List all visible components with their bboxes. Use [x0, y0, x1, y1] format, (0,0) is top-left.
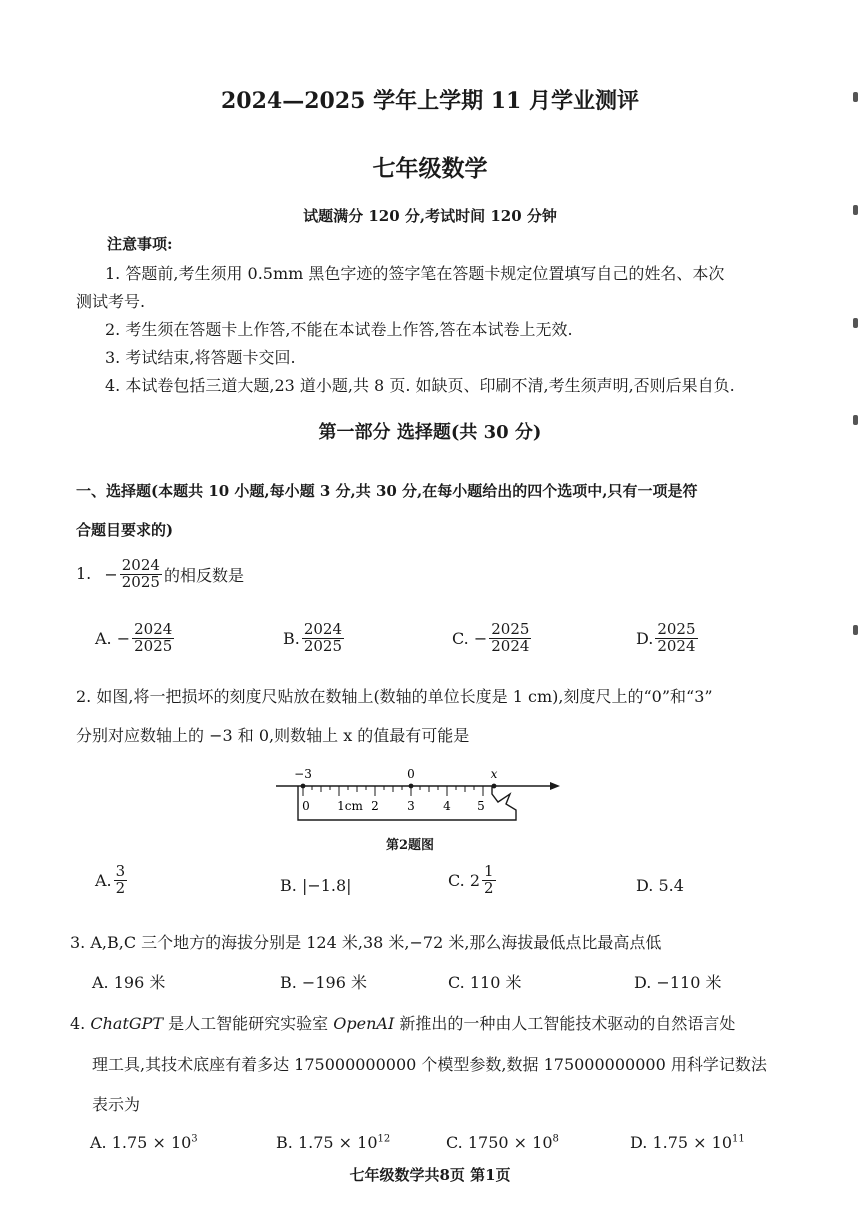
scan-edge-mark [853, 625, 858, 635]
question-4-cont: 理工具,其技术底座有着多达 175000000000 个模型参数,数据 175000000000 用科学记数法 [92, 1055, 767, 1074]
question-text: 新推出的一种由人工智能技术驱动的自然语言处 [394, 1014, 736, 1033]
minus-sign: − [104, 564, 118, 584]
q1-option-d[interactable]: D. $\frac{2025}{2024}$ [636, 620, 696, 655]
q2-option-c[interactable]: C. 2 $\frac{1}{2}$ [448, 862, 494, 897]
q1-option-b[interactable]: B. $\frac{2024}{2025}$ [283, 620, 343, 655]
ruler-label-1cm: 1cm [337, 799, 363, 813]
q1-option-c[interactable]: C. − $\frac{2025}{2024}$ [452, 620, 530, 655]
subject-title: 七年级数学 [372, 155, 488, 182]
question-text: 是人工智能研究实验室 [163, 1014, 334, 1033]
part1-title: 第一部分 选择题(共 30 分) [318, 422, 542, 443]
note-item-1: 1. 答题前,考生须用 0.5mm 黑色字迹的签字笔在答题卡规定位置填写自己的姓名、本次 [105, 264, 725, 283]
note-item-2: 2. 考生须在答题卡上作答,不能在本试卷上作答,答在本试卷上无效. [105, 320, 573, 339]
q3-option-a[interactable]: A. 196 米 [92, 973, 166, 992]
exam-info: 试题满分 120 分,考试时间 120 分钟 [303, 207, 557, 225]
question-4 [70, 1011, 735, 1034]
note-item-4: 4. 本试卷包括三道大题,23 道小题,共 8 页. 如缺页、印刷不清,考生须声明,否则后果自负. [105, 376, 735, 395]
ruler-label-0: 0 [302, 799, 310, 813]
question-3: 3. A,B,C 三个地方的海拔分别是 124 米,38 米,−72 米,那么海拔最低点比最高点低 [70, 933, 662, 952]
question-2-cont: 分别对应数轴上的 −3 和 0,则数轴上 x 的值最有可能是 [76, 726, 470, 745]
question-1 [76, 558, 244, 591]
ruler-label-5: 5 [477, 799, 485, 813]
q2-option-a[interactable]: A. $\frac{3}{2}$ [95, 862, 126, 897]
question-4-cont2: 表示为 [92, 1095, 141, 1114]
q1-option-a[interactable]: A. − $\frac{2024}{2025}$ [95, 620, 173, 655]
ruler-label-2: 2 [371, 799, 379, 813]
q4-option-d[interactable]: D. $1.75 \times 10^{11}$ [630, 1133, 745, 1152]
question-number: 4. [70, 1014, 86, 1033]
q4-option-b[interactable]: B. $1.75 \times 10^{12}$ [276, 1133, 391, 1152]
fraction: $\frac{2024}{2025}$ [121, 556, 160, 591]
q2-option-b[interactable]: B. |−1.8| [280, 876, 352, 895]
exam-title: 2024—2025 学年上学期 11 月学业测评 [220, 88, 640, 114]
section-instructions-cont: 合题目要求的) [76, 521, 174, 539]
note-item-3: 3. 考试结束,将答题卡交回. [105, 348, 296, 367]
axis-label-0: 0 [407, 767, 415, 781]
q3-option-b[interactable]: B. −196 米 [280, 973, 367, 992]
notes-heading: 注意事项: [107, 235, 173, 253]
ruler-label-4: 4 [443, 799, 451, 813]
scan-edge-mark [853, 318, 858, 328]
brand-openai: OpenAI [333, 1014, 395, 1033]
q4-option-c[interactable]: C. $1750 \times 10^8$ [446, 1133, 559, 1152]
section-instructions: 一、选择题(本题共 10 小题,每小题 3 分,共 30 分,在每小题给出的四个选项中,只有一项是符 [76, 482, 698, 500]
page-footer: 七年级数学共8页 第1页 [349, 1166, 511, 1184]
figure-caption: 第2题图 [386, 838, 435, 853]
q3-option-d[interactable]: D. −110 米 [634, 973, 722, 992]
question-2: 2. 如图,将一把损坏的刻度尺贴放在数轴上(数轴的单位长度是 1 cm),刻度尺上的“0”和“3” [76, 687, 713, 706]
q4-option-a[interactable]: A. $1.75 \times 10^3$ [90, 1133, 198, 1152]
ruler-number-line-figure [270, 764, 570, 830]
ruler-label-3: 3 [407, 799, 415, 813]
axis-label-x: x [490, 767, 498, 781]
q3-option-c[interactable]: C. 110 米 [448, 973, 522, 992]
question-number: 1. [76, 563, 92, 583]
question-text: 的相反数是 [163, 565, 244, 585]
note-item-1-cont: 测试考号. [76, 292, 146, 311]
axis-label-neg3: −3 [294, 767, 312, 781]
brand-chatgpt: ChatGPT [90, 1014, 164, 1033]
q2-option-d[interactable]: D. 5.4 [636, 876, 684, 895]
